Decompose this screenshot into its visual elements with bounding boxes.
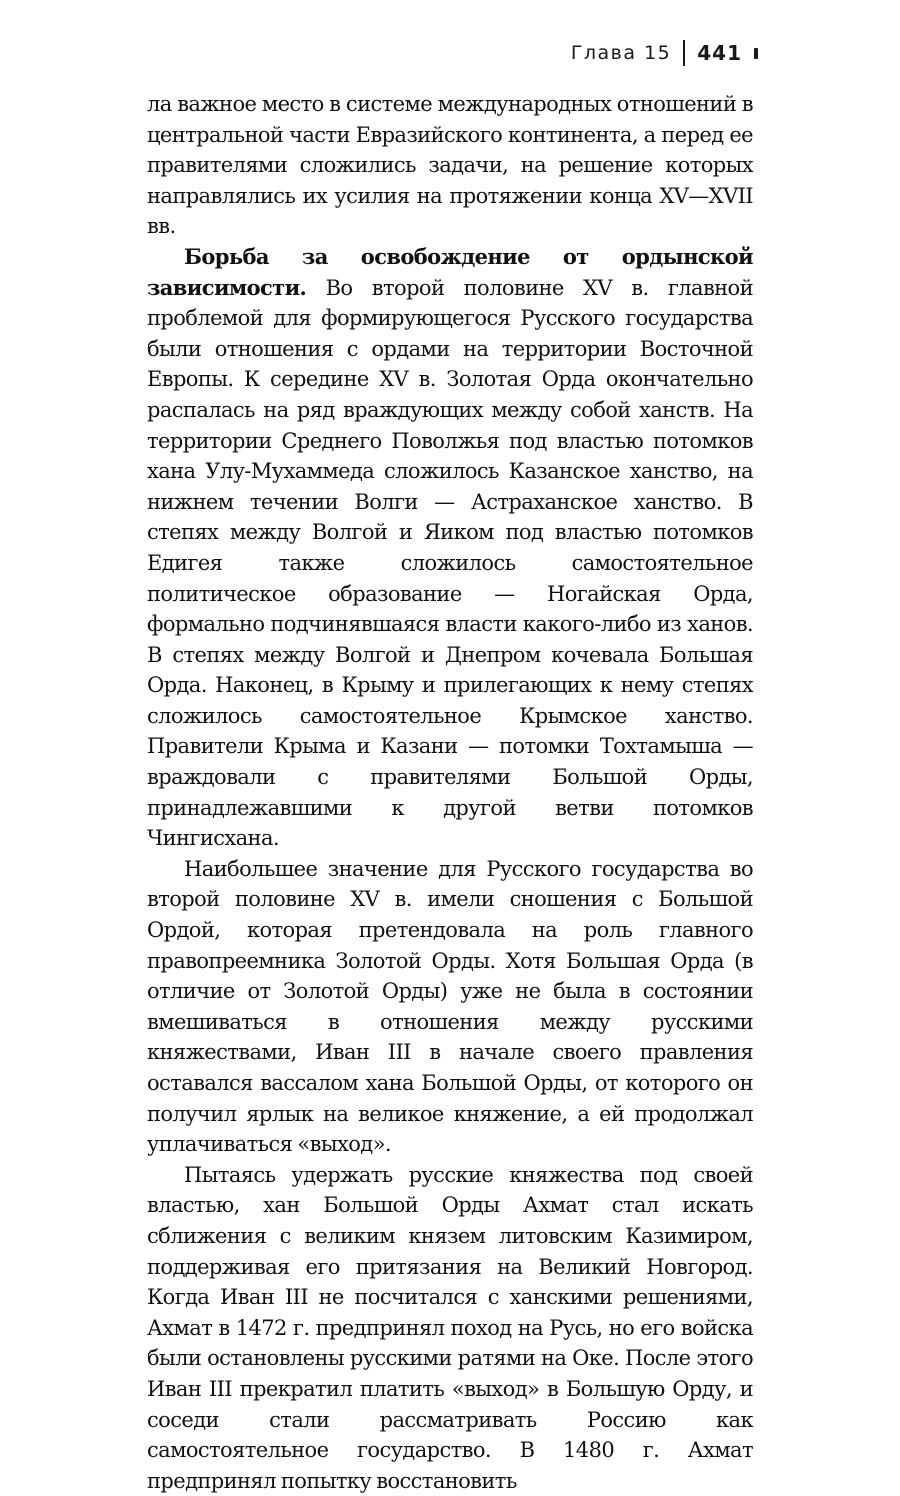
paragraph-text: Во второй половине XV в. главной проблемой для формирующегося Русского государства были отношения с ордами на территории Восточной Европы. К середине XV в. Золотая Орда окончательно распалась на ряд враждующих между собой ханств. На территории Среднего Поволжья под властью потомков хана Улу-Мухаммеда сложилось Казанское ханство, на нижнем течении Волги — Астраханское ханство. В степях между Волгой и Яиком под властью потомков Едигея также сложилось самостоятельное политическое образование — Ногайская Орда, формально подчинявшаяся власти какого-либо из ханов. В степях между Волгой и Днепром кочевала Большая Орда. Наконец, в Крыму и прилегающих к нему степях сложилось самостоятельное Крымское ханство. Правители Крыма и Казани — потомки Тохтамыша — враждовали с правителями Большой Орды, принадлежавшими к другой ветви потомков Чингисхана. [147, 275, 753, 851]
page-text [147, 89, 753, 1496]
header-divider [683, 40, 685, 66]
chapter-label: Глава 15 [570, 42, 672, 64]
page-mark-icon [754, 48, 758, 59]
paragraph-text: Пытаясь удержать русские княжества под своей властью, хан Большой Орды Ахмат стал искать сближения с великим князем литовским Казимиром, поддерживая его притязания на Великий Новгород. Когда Иван III не посчитался с ханскими решениями, Ахмат в 1472 г. предпринял поход на Русь, но его войска были остановлены русскими ратями на Оке. После этого Иван III прекратил платить «выход» в Большую Орду, и соседи стали рассматривать Россию как самостоятельное государство. В 1480 г. Ахмат предпринял попытку восстановить [147, 1162, 753, 1493]
paragraph [147, 854, 753, 1160]
page-number: 441 [697, 41, 742, 65]
paragraph-continued [147, 89, 753, 242]
paragraph-text: ла важное место в системе международных отношений в центральной части Евразийского континента, а перед ее правителями сложились задачи, на решение которых направлялись их усилия на протяжении конца XV—XVII вв. [147, 92, 753, 239]
paragraph [147, 1160, 753, 1496]
running-header [571, 40, 758, 66]
section-heading: Борьба за освобождение от ордынской зависимости. [147, 243, 753, 300]
paragraph-section-start [147, 242, 753, 854]
paragraph-text: Наибольшее значение для Русского государства во второй половине XV в. имели сношения с Большой Ордой, которая претендовала на роль главного правопреемника Золотой Орды. Хотя Большая Орда (в отличие от Золотой Орды) уже не была в состоянии вмешиваться в отношения между русскими княжествами, Иван III в начале своего правления оставался вассалом хана Большой Орды, от которого он получил ярлык на великое княжение, а ей продолжал уплачиваться «выход». [147, 856, 753, 1157]
